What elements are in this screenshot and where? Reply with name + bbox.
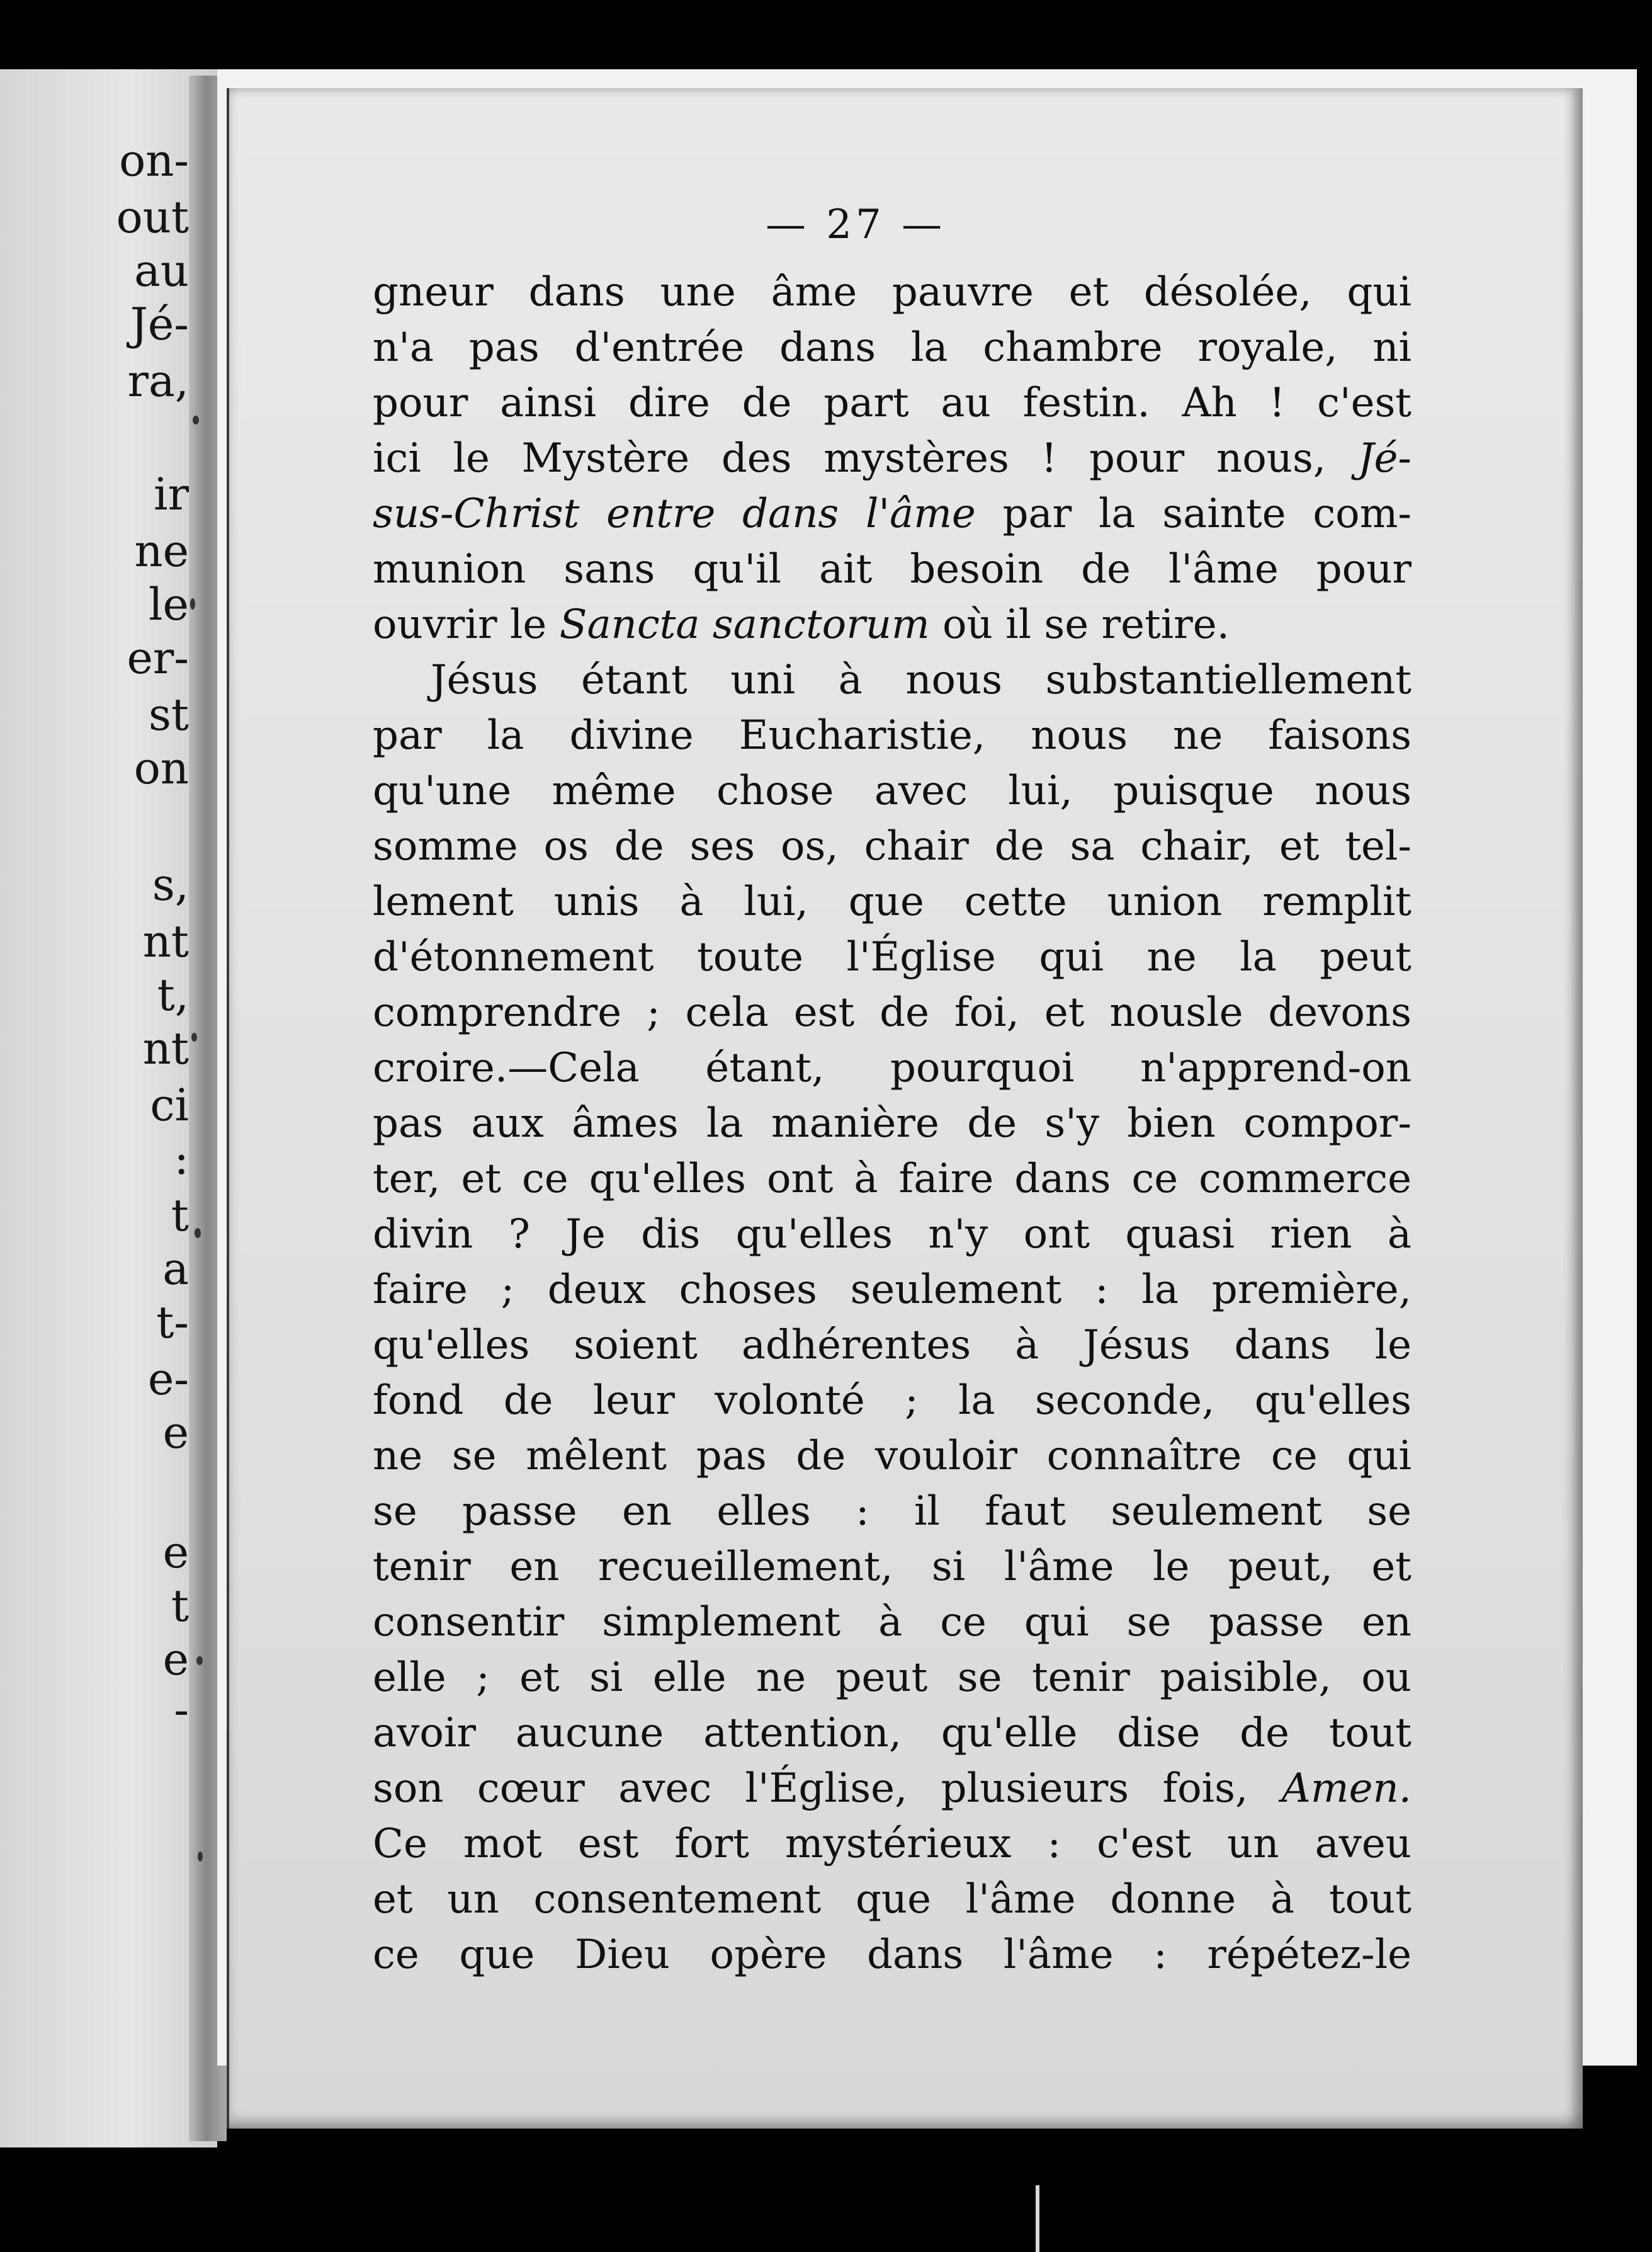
text-segment: gneur dans une âme pauvre et désolée, qui [373, 269, 1412, 316]
text-line [373, 985, 1412, 1040]
page-number: — 27 — [765, 202, 946, 248]
text-line [373, 763, 1412, 819]
text-segment: ne se mêlent pas de vouloir connaître ce qui [373, 1433, 1412, 1479]
text-line [373, 431, 1412, 486]
bottom-edge-mark [1036, 2185, 1039, 2252]
margin-speck [190, 598, 195, 610]
facing-page-fragment: on [133, 742, 189, 794]
facing-page-fragment: le [149, 579, 189, 630]
text-segment: pas aux âmes la manière de s'y bien compor- [373, 1100, 1412, 1147]
text-segment: somme os de ses os, chair de sa chair, et tel- [373, 823, 1412, 870]
margin-speck [196, 1656, 203, 1665]
text-line [373, 874, 1412, 930]
italic-text-segment: Sancta sanctorum [559, 601, 930, 648]
text-line [373, 1595, 1412, 1650]
page-body-text [373, 264, 1412, 1982]
margin-speck [198, 1851, 203, 1862]
text-line [373, 1096, 1412, 1151]
facing-page-text [0, 69, 217, 2147]
facing-page-fragment: : [174, 1133, 189, 1185]
text-line [373, 1761, 1412, 1816]
text-line [373, 708, 1412, 763]
facing-page-fragment: nt [142, 916, 189, 967]
text-segment: tenir en recueillement, si l'âme le peut, et [373, 1544, 1412, 1590]
margin-speck [191, 1033, 197, 1042]
text-line [373, 1484, 1412, 1539]
italic-text-segment: Amen. [1281, 1765, 1412, 1812]
text-line [373, 542, 1412, 597]
facing-page-fragment: a [162, 1243, 189, 1295]
text-line [373, 375, 1412, 431]
facing-page [0, 69, 217, 2147]
facing-page-fragment: ra, [127, 355, 189, 407]
text-segment: croire.—Cela étant, pourquoi n'apprend-on [373, 1045, 1412, 1091]
text-line [373, 652, 1412, 708]
text-line [373, 1151, 1412, 1207]
text-line [373, 264, 1412, 320]
text-segment: consentir simplement à ce qui se passe en [373, 1599, 1412, 1646]
text-line [373, 1317, 1412, 1373]
text-segment: et un consentement que l'âme donne à tout [373, 1876, 1412, 1923]
text-segment: fond de leur volonté ; la seconde, qu'elles [373, 1377, 1412, 1424]
text-line [373, 1040, 1412, 1096]
facing-page-fragment: ci [150, 1079, 189, 1131]
facing-page-fragment: on- [119, 135, 189, 186]
text-segment: son cœur avec l'Église, plusieurs fois, [373, 1765, 1282, 1812]
text-segment: elle ; et si elle ne peut se tenir paisible, ou [373, 1654, 1412, 1701]
text-segment: Ce mot est fort mystérieux : c'est un aveu [373, 1821, 1412, 1867]
text-segment: où il se retire. [929, 601, 1230, 648]
text-line [373, 1816, 1412, 1872]
text-segment: ouvrir le [373, 601, 560, 648]
text-segment: Jésus étant uni à nous substantiellement [431, 657, 1412, 703]
facing-page-fragment: Jé- [130, 299, 189, 350]
book-page [227, 88, 1583, 2129]
facing-page-fragment: t [171, 1190, 189, 1241]
facing-page-fragment: t- [156, 1297, 189, 1348]
text-segment: qu'une même chose avec lui, puisque nous [373, 768, 1412, 814]
text-line [373, 1872, 1412, 1927]
text-segment: munion sans qu'il ait besoin de l'âme pour [373, 546, 1412, 593]
facing-page-fragment: s, [152, 859, 189, 911]
facing-page-fragment: t, [157, 969, 189, 1021]
text-line [373, 1207, 1412, 1262]
text-segment: divin ? Je dis qu'elles n'y ont quasi rien à [373, 1211, 1412, 1258]
facing-page-fragment: au [134, 245, 189, 297]
facing-page-fragment: e [162, 1527, 189, 1578]
text-segment: par la sainte com- [975, 491, 1412, 537]
text-line [373, 930, 1412, 985]
facing-page-fragment: nt [142, 1023, 189, 1074]
text-segment: comprendre ; cela est de foi, et nousle devons [373, 989, 1412, 1036]
text-segment: ici le Mystère des mystères ! pour nous, [373, 435, 1358, 482]
text-segment: ter, et ce qu'elles ont à faire dans ce commerce [373, 1156, 1412, 1202]
text-line [373, 1705, 1412, 1761]
text-segment: lement unis à lui, que cette union remplit [373, 879, 1412, 925]
facing-page-fragment: - [174, 1684, 189, 1736]
facing-page-fragment: ne [134, 525, 189, 577]
text-segment: ce que Dieu opère dans l'âme : répétez-le [373, 1931, 1412, 1978]
facing-page-fragment: out [116, 191, 189, 243]
italic-text-segment: Jé- [1357, 435, 1412, 482]
text-segment: d'étonnement toute l'Église qui ne la peut [373, 934, 1412, 981]
margin-speck [195, 1228, 201, 1238]
facing-page-fragment: e [162, 1634, 189, 1685]
text-line [373, 320, 1412, 375]
text-line [373, 1428, 1412, 1484]
text-segment: pour ainsi dire de part au festin. Ah ! c'est [373, 380, 1412, 426]
margin-speck [193, 416, 199, 424]
facing-page-fragment: ir [154, 469, 189, 520]
text-line [373, 1373, 1412, 1428]
text-line [373, 1539, 1412, 1595]
text-line [373, 1927, 1412, 1982]
text-segment: qu'elles soient adhérentes à Jésus dans le [373, 1322, 1412, 1368]
text-segment: se passe en elles : il faut seulement se [373, 1488, 1412, 1535]
italic-text-segment: sus-Christ entre dans l'âme [373, 491, 976, 537]
facing-page-fragment: e- [147, 1353, 189, 1405]
text-line [373, 1262, 1412, 1317]
text-line [373, 1650, 1412, 1705]
text-line [373, 486, 1412, 542]
facing-page-fragment: st [148, 689, 189, 741]
facing-page-fragment: e [162, 1407, 189, 1459]
text-segment: avoir aucune attention, qu'elle dise de tout [373, 1710, 1412, 1756]
text-segment: par la divine Eucharistie, nous ne faisons [373, 712, 1412, 759]
text-segment: n'a pas d'entrée dans la chambre royale, ni [373, 324, 1412, 371]
text-line [373, 819, 1412, 874]
facing-page-fragment: t [171, 1580, 189, 1632]
facing-page-fragment: er- [127, 632, 189, 684]
text-line [373, 597, 1412, 652]
text-segment: faire ; deux choses seulement : la première, [373, 1266, 1412, 1313]
